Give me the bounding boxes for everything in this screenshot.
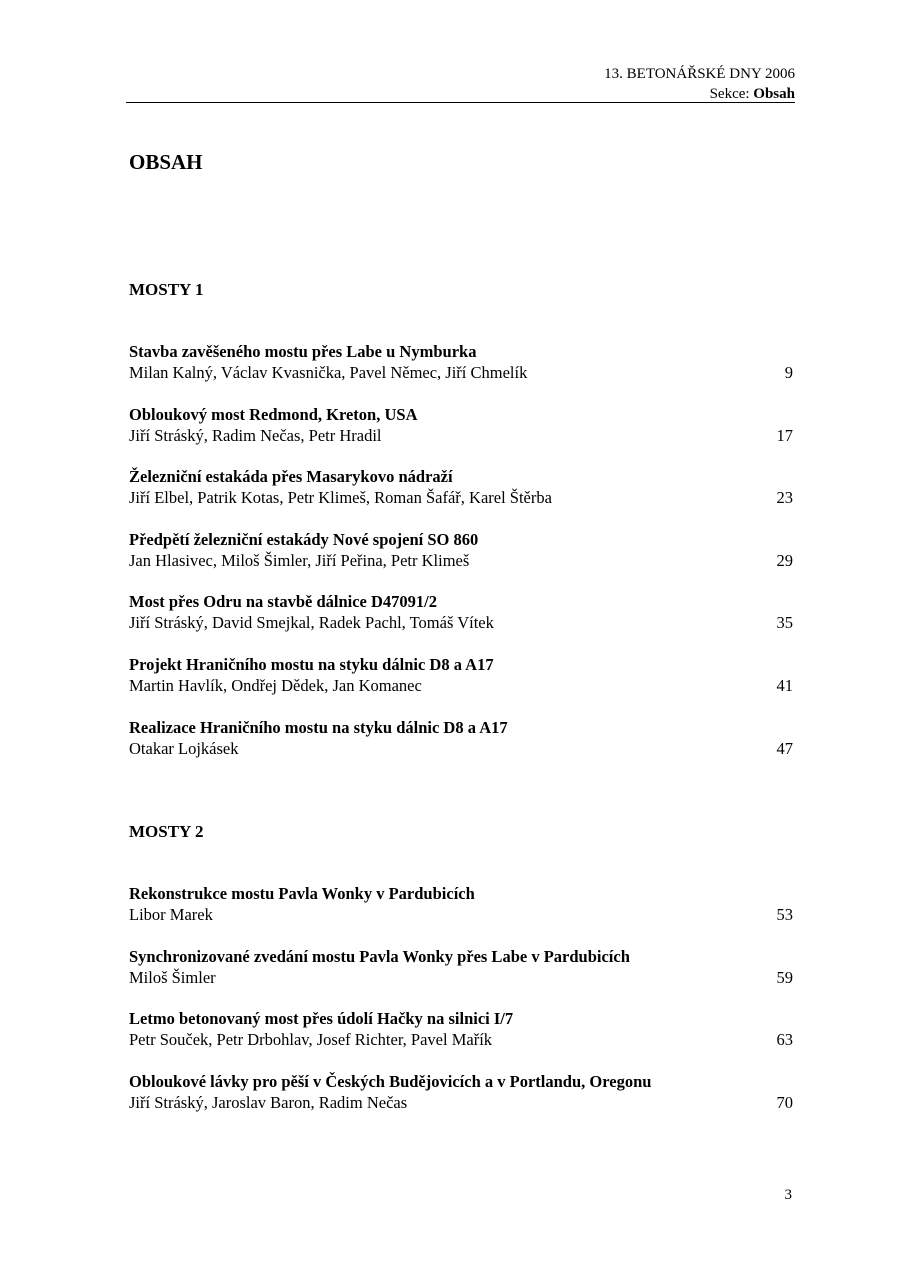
header-rule: [126, 102, 795, 103]
entry-page-number: 53: [776, 905, 793, 924]
entry-page-number: 29: [776, 550, 793, 570]
running-header: [126, 64, 795, 104]
toc-entry[interactable]: [129, 466, 795, 529]
section-mosty-2: [129, 821, 795, 1133]
entry-authors: Libor Marek: [129, 905, 213, 924]
entry-list: [129, 883, 795, 1133]
header-section-line: [126, 84, 795, 104]
entry-authors: Jiří Stráský, David Smejkal, Radek Pachl, Tomáš Vítek: [129, 613, 494, 633]
entry-title: Předpětí železniční estakády Nové spojení SO 860: [129, 529, 479, 549]
toc-entry[interactable]: [129, 946, 795, 1009]
page-number: 3: [784, 1187, 792, 1203]
entry-title: Projekt Hraničního mostu na styku dálnic D8 a A17: [129, 654, 494, 674]
entry-authors: Jiří Stráský, Radim Nečas, Petr Hradil: [129, 425, 382, 445]
entry-authors: Otakar Lojkásek: [129, 738, 239, 758]
entry-authors: Milan Kalný, Václav Kvasnička, Pavel Němec, Jiří Chmelík: [129, 363, 528, 382]
entry-page-number: 17: [776, 425, 793, 445]
page-title: OBSAH: [129, 150, 203, 174]
toc-entry[interactable]: [129, 1008, 795, 1071]
toc-entry[interactable]: [129, 529, 795, 592]
header-section-prefix: Sekce:: [709, 86, 754, 102]
entry-page-number: 41: [776, 675, 793, 695]
entry-page-number: 47: [776, 738, 793, 758]
entry-page-number: 63: [776, 1030, 793, 1050]
entry-title: Most přes Odru na stavbě dálnice D47091/2: [129, 592, 438, 612]
toc-entry[interactable]: [129, 883, 795, 946]
toc-entry[interactable]: [129, 717, 795, 780]
entry-page-number: 70: [776, 1092, 793, 1112]
entry-list: [129, 341, 795, 779]
entry-title: Rekonstrukce mostu Pavla Wonky v Pardubicích: [129, 884, 475, 903]
entry-title: Synchronizované zvedání mostu Pavla Wonky přes Labe v Pardubicích: [129, 946, 630, 966]
entry-page-number: 9: [784, 363, 793, 382]
entry-page-number: 23: [776, 488, 793, 508]
entry-title: Obloukové lávky pro pěší v Českých Budějovicích a v Portlandu, Oregonu: [129, 1071, 652, 1091]
entry-authors: Miloš Šimler: [129, 967, 216, 987]
header-event-title: 13. BETONÁŘSKÉ DNY 2006: [604, 66, 795, 82]
entry-title: Obloukový most Redmond, Kreton, USA: [129, 404, 418, 424]
entry-authors: Jiří Elbel, Patrik Kotas, Petr Klimeš, Roman Šafář, Karel Štěrba: [129, 488, 552, 508]
section-heading: MOSTY 1: [129, 280, 204, 299]
section-heading: MOSTY 2: [129, 822, 204, 841]
entry-title: Letmo betonovaný most přes údolí Hačky na silnici I/7: [129, 1009, 514, 1029]
toc-entry[interactable]: [129, 1071, 795, 1134]
entry-title: Realizace Hraničního mostu na styku dálnic D8 a A17: [129, 717, 508, 737]
entry-page-number: 35: [776, 613, 793, 633]
entry-title: Železniční estakáda přes Masarykovo nádraží: [129, 467, 453, 487]
header-section-name: Obsah: [753, 86, 795, 102]
entry-authors: Martin Havlík, Ondřej Dědek, Jan Komanec: [129, 675, 422, 695]
entry-authors: Jan Hlasivec, Miloš Šimler, Jiří Peřina, Petr Klimeš: [129, 550, 470, 570]
toc-entry[interactable]: [129, 591, 795, 654]
toc-entry[interactable]: [129, 341, 795, 404]
section-mosty-1: [129, 279, 795, 779]
entry-authors: Jiří Stráský, Jaroslav Baron, Radim Nečas: [129, 1092, 408, 1112]
entry-page-number: 59: [776, 967, 793, 987]
toc-entry[interactable]: [129, 654, 795, 717]
entry-title: Stavba zavěšeného mostu přes Labe u Nymburka: [129, 342, 477, 361]
entry-authors: Petr Souček, Petr Drbohlav, Josef Richter, Pavel Mařík: [129, 1030, 493, 1050]
toc-entry[interactable]: [129, 404, 795, 467]
